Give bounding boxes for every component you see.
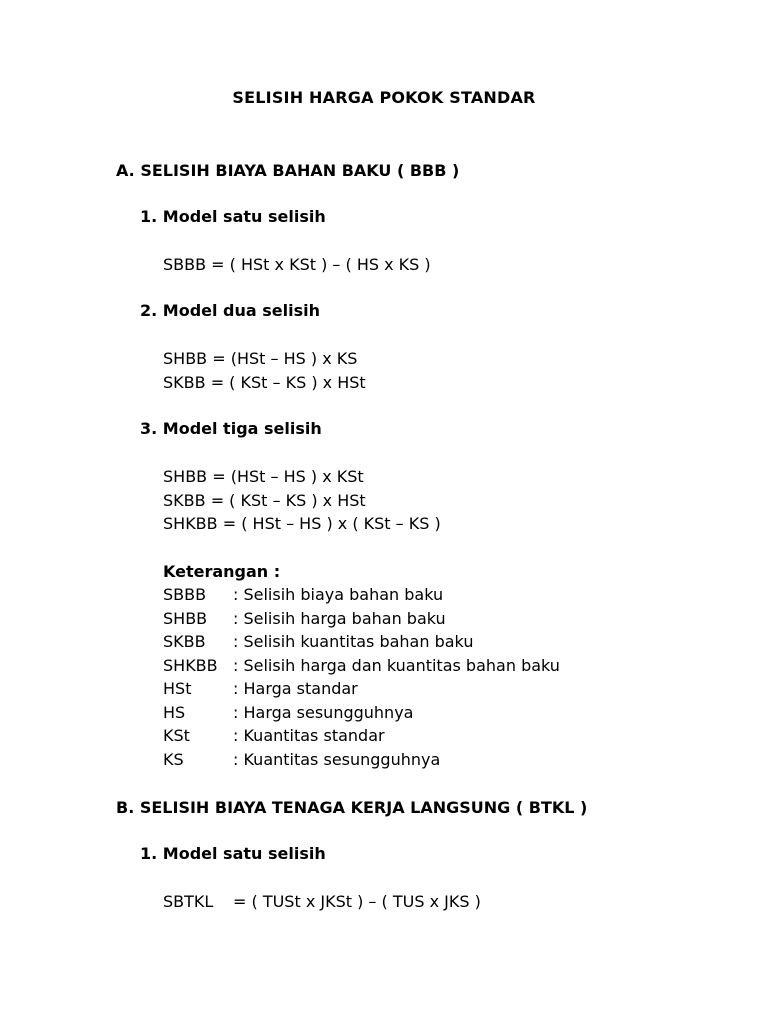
formula-shkbb-model3: SHKBB = ( HSt – HS ) x ( KSt – KS ) bbox=[163, 514, 441, 533]
section-b-model1-heading: 1. Model satu selisih bbox=[140, 844, 326, 863]
formula-shbb-model2: SHBB = (HSt – HS ) x KS bbox=[163, 349, 358, 368]
formula-sbbb: SBBB = ( HSt x KSt ) – ( HS x KS ) bbox=[163, 255, 431, 274]
formula-sbtkl-expression: = ( TUSt x JKSt ) – ( TUS x JKS ) bbox=[233, 892, 481, 911]
keterangan-row bbox=[163, 656, 560, 675]
keterangan-row bbox=[163, 703, 413, 722]
formula-skbb-model3: SKBB = ( KSt – KS ) x HSt bbox=[163, 491, 366, 510]
keterangan-term: HSt bbox=[163, 679, 192, 698]
formula-sbtkl bbox=[163, 892, 481, 911]
section-b-heading: B. SELISIH BIAYA TENAGA KERJA LANGSUNG ( BTKL ) bbox=[116, 798, 588, 817]
keterangan-row bbox=[163, 609, 446, 628]
keterangan-term: SBBB bbox=[163, 585, 207, 604]
formula-shbb-model3: SHBB = (HSt – HS ) x KSt bbox=[163, 467, 364, 486]
keterangan-row bbox=[163, 632, 473, 651]
section-a-heading: A. SELISIH BIAYA BAHAN BAKU ( BBB ) bbox=[116, 161, 460, 180]
keterangan-definition: : Kuantitas standar bbox=[233, 726, 385, 745]
keterangan-term: KS bbox=[163, 750, 184, 769]
keterangan-row bbox=[163, 585, 443, 604]
keterangan-row bbox=[163, 750, 440, 769]
keterangan-row bbox=[163, 726, 385, 745]
keterangan-term: SKBB bbox=[163, 632, 206, 651]
keterangan-definition: : Harga sesungguhnya bbox=[233, 703, 414, 722]
keterangan-definition: : Harga standar bbox=[233, 679, 358, 698]
section-a-model1-heading: 1. Model satu selisih bbox=[140, 207, 326, 226]
formula-skbb-model2: SKBB = ( KSt – KS ) x HSt bbox=[163, 373, 366, 392]
document-title: SELISIH HARGA POKOK STANDAR bbox=[232, 88, 536, 107]
keterangan-term: KSt bbox=[163, 726, 190, 745]
keterangan-definition: : Selisih harga bahan baku bbox=[233, 609, 446, 628]
section-a-model2-heading: 2. Model dua selisih bbox=[140, 301, 321, 320]
keterangan-definition: : Kuantitas sesungguhnya bbox=[233, 750, 441, 769]
keterangan-heading: Keterangan : bbox=[163, 562, 281, 581]
keterangan-term: SHKBB bbox=[163, 656, 218, 675]
keterangan-definition: : Selisih kuantitas bahan baku bbox=[233, 632, 474, 651]
section-a-model3-heading: 3. Model tiga selisih bbox=[140, 419, 322, 438]
formula-sbtkl-term: SBTKL bbox=[163, 892, 214, 911]
keterangan-row bbox=[163, 679, 358, 698]
keterangan-term: HS bbox=[163, 703, 186, 722]
keterangan-definition: : Selisih biaya bahan baku bbox=[233, 585, 444, 604]
keterangan-term: SHBB bbox=[163, 609, 208, 628]
keterangan-definition: : Selisih harga dan kuantitas bahan baku bbox=[233, 656, 560, 675]
